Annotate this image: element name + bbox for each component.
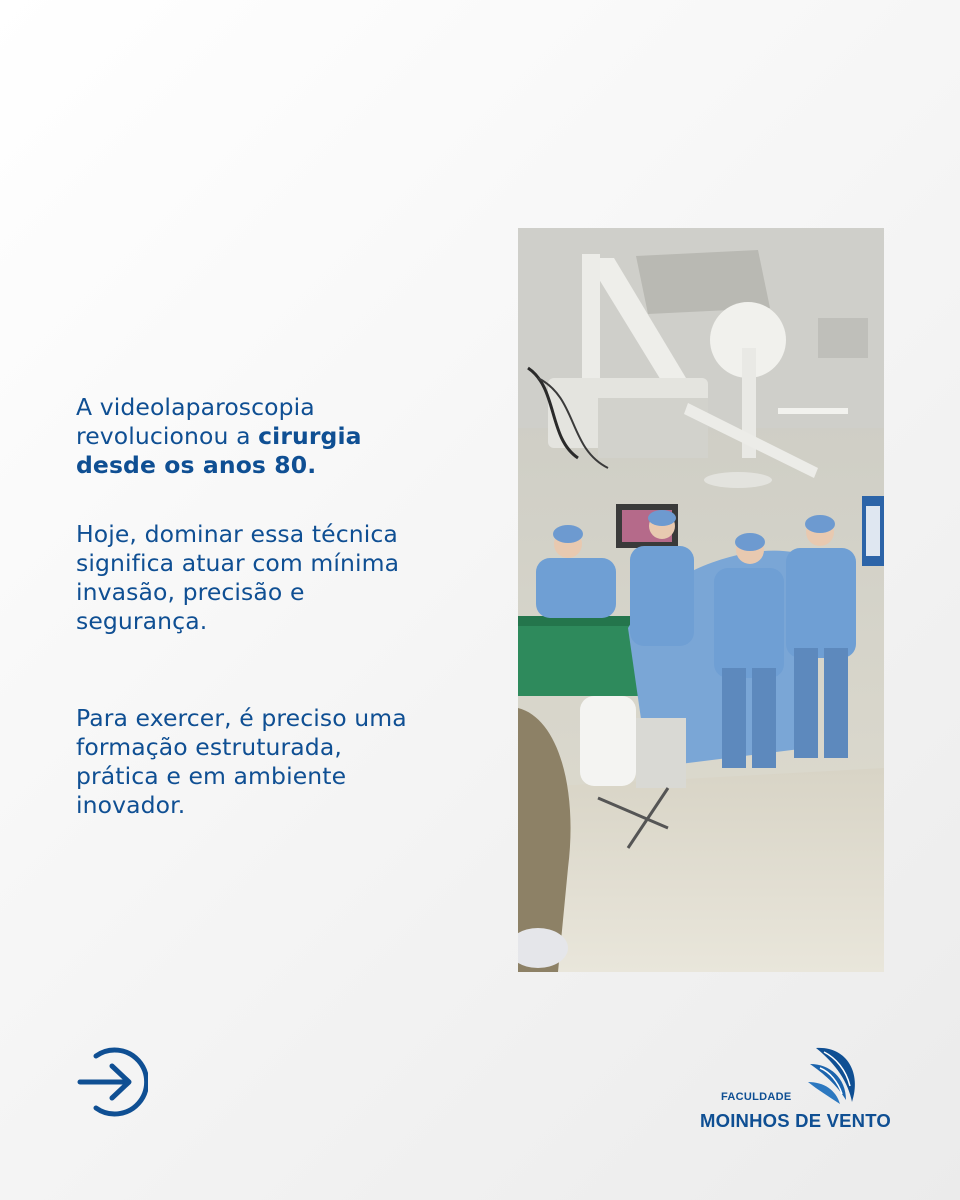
training-line-3: prática e em ambiente: [76, 762, 347, 790]
intro-line-2-text: revolucionou a: [76, 422, 259, 450]
faculty-logo: [690, 1040, 900, 1140]
technique-paragraph: [76, 520, 476, 636]
operating-room-photo: [518, 228, 884, 972]
technique-line-2: significa atuar com mínima: [76, 549, 400, 577]
training-paragraph: [76, 704, 476, 820]
training-line-4: inovador.: [76, 791, 186, 819]
technique-line-1: Hoje, dominar essa técnica: [76, 520, 398, 548]
logo-brand-name: MOINHOS DE VENTO: [700, 1110, 891, 1131]
logo-top-text: FACULDADE: [721, 1091, 792, 1103]
intro-line-2: [76, 422, 476, 451]
arrow-right-circle-icon: [76, 1044, 148, 1120]
intro-highlight-2: desde os anos 80.: [76, 451, 317, 479]
training-line-2: formação estruturada,: [76, 733, 342, 761]
next-arrow-button[interactable]: [76, 1044, 148, 1120]
intro-line-3: [76, 451, 476, 480]
training-line-1: Para exercer, é preciso uma: [76, 704, 407, 732]
intro-highlight-1: cirurgia: [258, 422, 362, 450]
windmill-logo-icon: [806, 1042, 862, 1108]
technique-line-4: segurança.: [76, 607, 208, 635]
intro-line-1: A videolaparoscopia: [76, 393, 315, 421]
intro-paragraph: [76, 393, 476, 480]
technique-line-3: invasão, precisão e: [76, 578, 305, 606]
